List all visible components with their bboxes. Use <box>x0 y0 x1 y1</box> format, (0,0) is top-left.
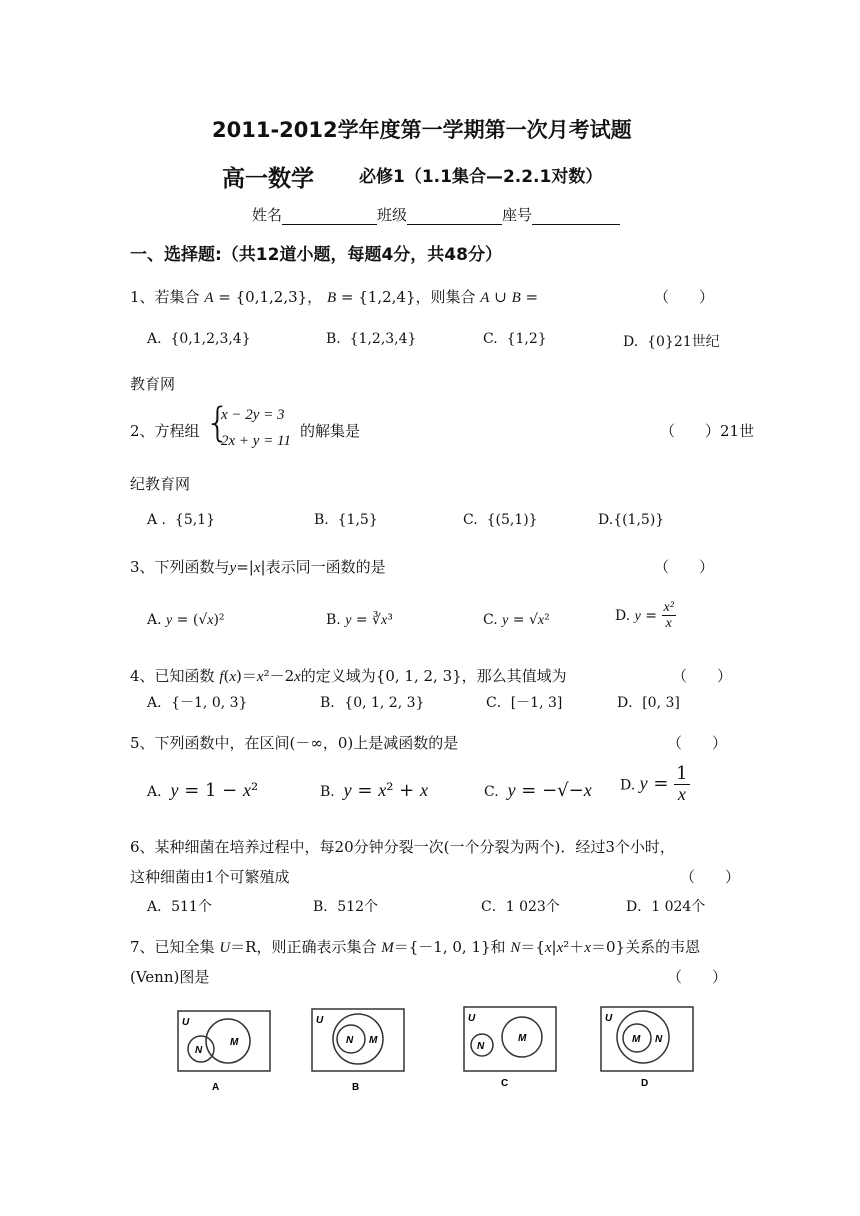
q5-option-c[interactable]: C. y = −√−x <box>484 780 592 801</box>
q2-option-c[interactable]: C. {(5,1)} <box>463 512 538 528</box>
q5-stem: 5、下列函数中，在区间(－∞，0)上是减函数的是 <box>130 734 459 752</box>
q6-option-c[interactable]: C．1 023个 <box>481 899 560 915</box>
q1-option-d[interactable]: D. {0}21世纪 <box>623 334 720 350</box>
q2-stem: 2、方程组 <box>130 422 200 440</box>
venn-diagram-b[interactable] <box>306 1003 416 1093</box>
venn-u-label: U <box>182 1017 190 1028</box>
venn-m-label: M <box>230 1037 239 1048</box>
venn-u-label: U <box>468 1013 476 1024</box>
q1-c-label: C. <box>483 331 498 347</box>
venn-n-label: N <box>195 1045 203 1056</box>
q4-option-b[interactable]: B．{0, 1, 2, 3} <box>320 695 425 711</box>
q1-b-label: B. <box>326 331 341 347</box>
q5-d-label: D. <box>620 777 636 794</box>
q1-sep: ， <box>307 288 323 306</box>
q1-option-b[interactable]: B. {1,2,3,4} <box>326 331 417 347</box>
class-label: 班级 <box>377 206 408 224</box>
q2-stem-end: 的解集是 <box>300 422 361 440</box>
q6-stem-line2: 这种细菌由1个可繁殖成 <box>130 868 290 886</box>
question-1: 1、若集合 A = {0,1,2,3}， B = {1,2,4}，则集合 A ∪ B = <box>130 288 539 306</box>
q7-stem-line2: (Venn)图是 <box>130 968 210 986</box>
q3-a-label: A. <box>147 612 162 628</box>
q5-option-d[interactable]: D. y = $\frac{1}{x}$ <box>620 763 688 804</box>
venn-u-label: U <box>605 1013 613 1024</box>
q5-option-b[interactable]: B. y = x² + x <box>320 780 428 801</box>
q1-d-label: D. <box>623 334 639 350</box>
q1-answer-bracket[interactable]: （ ） <box>654 288 715 306</box>
venn-c-caption: C <box>501 1078 509 1089</box>
q2-answer-bracket[interactable] <box>660 420 754 441</box>
q1-a-label: A. <box>147 331 162 347</box>
q5-a-label: A. <box>147 784 162 800</box>
venn-m-label: M <box>369 1035 378 1046</box>
q2-b-label: B. <box>314 512 329 528</box>
q6-option-d[interactable]: D．1 024个 <box>626 899 706 915</box>
q4-option-d[interactable]: D．[0, 3] <box>617 695 680 711</box>
section-heading: 一、选择题:（共12道小题，每题4分，共48分） <box>130 245 502 265</box>
q3-option-b[interactable]: B. y = ∛x³ <box>326 612 393 628</box>
q1-stem: 1、若集合 <box>130 288 200 306</box>
question-4: 4、已知函数 f(x)＝x²－2x的定义域为{0, 1, 2, 3}，那么其值域为 <box>130 667 567 685</box>
q5-option-a[interactable]: A. y = 1 − x² <box>147 780 259 801</box>
q4-stem-end: 的定义域为{0, 1, 2, 3}，那么其值域为 <box>300 667 567 685</box>
q3-c-label: C. <box>483 612 498 628</box>
name-blank[interactable] <box>282 208 377 225</box>
q2-d-label: D. <box>598 512 614 528</box>
q6-option-b[interactable]: B．512个 <box>313 899 379 915</box>
q2-option-d[interactable]: D.{(1,5)} <box>598 512 665 528</box>
class-blank[interactable] <box>407 208 502 225</box>
name-label: 姓名 <box>252 206 283 224</box>
q4-answer-bracket[interactable]: （ ） <box>672 667 733 685</box>
q5-answer-bracket[interactable]: （ ） <box>667 734 728 752</box>
q7-stem: 7、已知全集 <box>130 938 215 956</box>
q6-stem-line1: 6、某种细菌在培养过程中，每20分钟分裂一次(一个分裂为两个)．经过3个小时， <box>130 838 675 856</box>
venn-diagram-c[interactable] <box>458 1001 568 1091</box>
seat-label: 座号 <box>502 206 533 224</box>
q3-stem-end: 表示同一函数的是 <box>265 558 386 576</box>
q7-stem-end: 关系的韦恩 <box>625 938 701 956</box>
q2-c-label: C. <box>463 512 478 528</box>
q3-option-d[interactable]: D. y = $\frac{\text{x²}}{x}$ <box>615 600 674 632</box>
exam-title: 2011-2012学年度第一学期第一次月考试题 <box>212 118 632 142</box>
q1-option-c[interactable]: C. {1,2} <box>483 331 547 347</box>
q5-c-label: C. <box>484 784 499 800</box>
q6-option-a[interactable]: A．511个 <box>147 899 212 915</box>
q7-answer-bracket[interactable]: （ ） <box>667 968 728 986</box>
seat-blank[interactable] <box>532 208 620 225</box>
venn-a-caption: A <box>212 1082 220 1093</box>
bracket-text: （ ） <box>660 422 721 440</box>
q2-a-label: A . <box>147 512 167 528</box>
q2-option-a[interactable]: A . {5,1} <box>147 512 215 528</box>
q6-answer-bracket[interactable]: （ ） <box>680 868 741 886</box>
subject-title: 高一数学 <box>222 166 314 192</box>
student-info-line <box>252 204 620 225</box>
venn-diagram-a[interactable] <box>170 1005 280 1095</box>
venn-diagram-d[interactable] <box>595 1001 705 1091</box>
question-3: 3、下列函数与y=|x|表示同一函数的是 <box>130 558 386 576</box>
subject-scope: 必修1（1.1集合—2.2.1对数） <box>359 167 603 187</box>
q2-option-b[interactable]: B. {1,5} <box>314 512 378 528</box>
venn-n-label: N <box>655 1034 663 1045</box>
watermark-text: 纪教育网 <box>130 475 191 493</box>
q3-option-a[interactable]: A. y = (√x)² <box>147 612 225 628</box>
watermark-text: 21世纪 <box>673 334 720 350</box>
q4-option-c[interactable]: C．[－1, 3] <box>486 695 563 711</box>
venn-m-label: M <box>518 1033 527 1044</box>
q5-b-label: B. <box>320 784 335 800</box>
venn-b-caption: B <box>352 1082 360 1093</box>
q4-stem: 4、已知函数 <box>130 667 215 685</box>
q3-b-label: B. <box>326 612 341 628</box>
watermark-text: 21世 <box>720 422 755 440</box>
question-7: 7、已知全集 U＝R，则正确表示集合 M＝{－1, 0, 1}和 N＝{x|x²＋x＝0}关系的韦恩 <box>130 938 701 956</box>
watermark-text: 教育网 <box>130 375 176 393</box>
q1-option-a[interactable]: A. {0,1,2,3,4} <box>147 331 251 347</box>
q1-stem-end: ，则集合 <box>415 288 476 306</box>
q3-d-label: D. <box>615 607 631 624</box>
q3-stem: 3、下列函数与 <box>130 558 230 576</box>
q4-option-a[interactable]: A．{－1, 0, 3} <box>147 695 248 711</box>
venn-m-label: M <box>632 1034 641 1045</box>
venn-u-label: U <box>316 1015 324 1026</box>
q3-option-c[interactable]: C. y = √x² <box>483 612 550 628</box>
venn-n-label: N <box>477 1041 485 1052</box>
q3-answer-bracket[interactable]: （ ） <box>654 558 715 576</box>
venn-n-label: N <box>346 1035 354 1046</box>
venn-d-caption: D <box>641 1078 649 1089</box>
